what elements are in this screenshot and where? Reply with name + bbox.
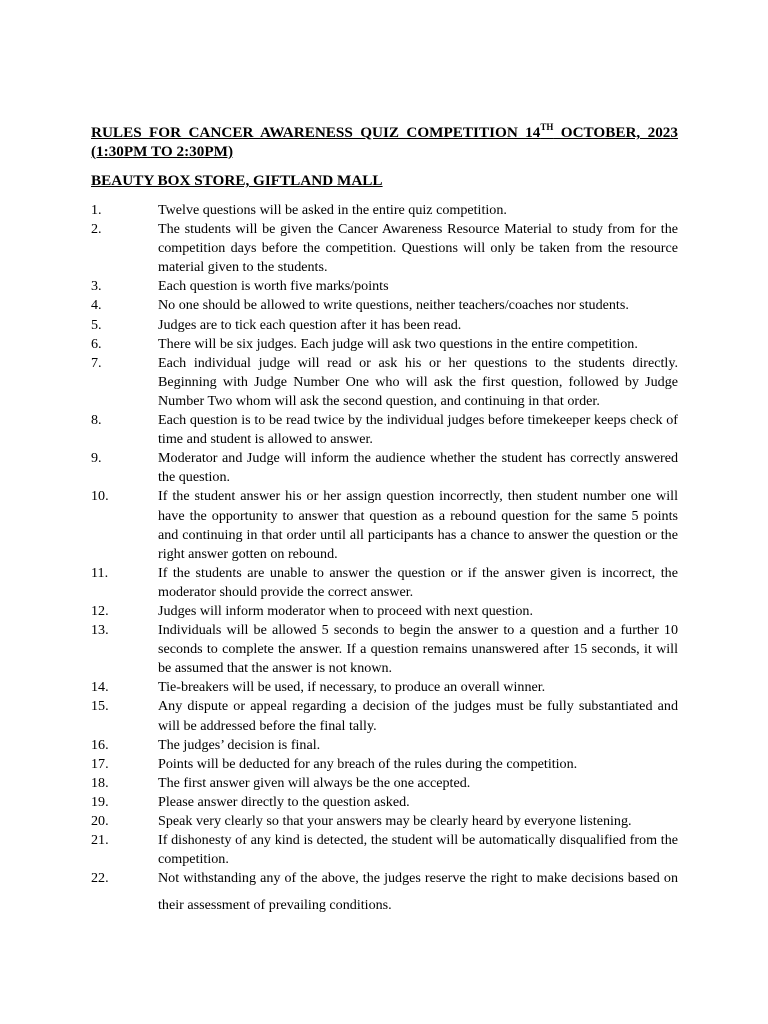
title-prefix: RULES FOR CANCER AWARENESS QUIZ COMPETITION 14 — [91, 124, 541, 141]
rule-number: 19. — [91, 793, 109, 810]
venue-heading: BEAUTY BOX STORE, GIFTLAND MALL — [91, 172, 383, 189]
rule-number: 18. — [91, 774, 109, 791]
rule-text: Twelve questions will be asked in the entire quiz competition. — [158, 202, 507, 218]
rule-item-19 — [91, 793, 678, 812]
rule-item-18 — [91, 774, 678, 793]
rule-item-14 — [91, 678, 678, 697]
rule-text: Individuals will be allowed 5 seconds to begin the answer to a question and a further 10 seconds to complete the answer. If a question remains unanswered after 15 seconds, it will be assumed that the answer is not known. — [158, 622, 678, 677]
rule-item-11 — [91, 564, 678, 602]
rule-text: Not withstanding any of the above, the judges reserve the right to make decisions based on their assessment of prevailing conditions. — [158, 870, 678, 914]
rule-number: 12. — [91, 602, 109, 619]
rule-text: If the student answer his or her assign question incorrectly, then student number one will have the opportunity to answer that question as a rebound question for the same 5 points and continuing in that order until all participants has a chance to answer the question or the right answer gotten on rebound. — [158, 488, 678, 562]
rule-item-13 — [91, 621, 678, 678]
rule-item-2 — [91, 220, 678, 277]
title-superscript: TH — [540, 121, 554, 132]
rule-item-21 — [91, 831, 678, 869]
rule-text: Judges are to tick each question after it has been read. — [158, 316, 462, 333]
rule-number: 7. — [91, 354, 102, 371]
rule-number: 11. — [91, 564, 109, 581]
rule-item-9 — [91, 449, 678, 487]
rule-text: The first answer given will always be the one accepted. — [158, 774, 471, 791]
rule-item-3 — [91, 277, 678, 296]
rule-text: Points will be deducted for any breach of the rules during the competition. — [158, 755, 578, 772]
rule-text: Judges will inform moderator when to proceed with next question. — [158, 602, 533, 619]
rule-item-5 — [91, 316, 678, 335]
rule-item-6 — [91, 335, 678, 354]
rule-number: 5. — [91, 316, 102, 333]
rule-number: 4. — [91, 297, 102, 314]
rule-text: Any dispute or appeal regarding a decision of the judges must be fully substantiated and will be addressed before the final tally. — [158, 698, 678, 734]
rule-text: If the students are unable to answer the question or if the answer given is incorrect, the moderator should provide the correct answer. — [158, 564, 678, 600]
rule-text: Each individual judge will read or ask his or her questions to the students directly. Beginning with Judge Number One who will ask the first question, followed by Judge Number Two whom will ask the second question, and continuing in that order. — [158, 354, 678, 409]
rule-text: Moderator and Judge will inform the audience whether the student has correctly answered the question. — [158, 450, 678, 486]
rules-list — [91, 201, 678, 919]
rule-text: Each question is worth five marks/points — [158, 278, 389, 295]
rule-text: There will be six judges. Each judge will ask two questions in the entire competition. — [158, 335, 638, 352]
rule-item-1 — [91, 201, 678, 220]
document-title — [91, 123, 678, 161]
rule-text: The judges’ decision is final. — [158, 736, 321, 753]
rule-item-22 — [91, 865, 678, 919]
rule-text: Each question is to be read twice by the individual judges before timekeeper keeps check of time and student is allowed to answer. — [158, 412, 678, 448]
rule-number: 20. — [91, 813, 109, 829]
rule-item-8 — [91, 411, 678, 449]
title-suffix: OCTOBER, 2023 (1:30PM TO 2:30PM) — [91, 124, 678, 160]
rule-number: 21. — [91, 832, 109, 849]
rule-item-16 — [91, 736, 678, 755]
rule-number: 15. — [91, 698, 109, 715]
rule-item-10 — [91, 487, 678, 563]
rule-text: The students will be given the Cancer Awareness Resource Material to study from for the competition days before the competition. Questions will only be taken from the resource material given to the students. — [158, 221, 678, 276]
rule-item-4 — [91, 296, 678, 315]
rule-item-20 — [91, 812, 678, 831]
rule-text: If dishonesty of any kind is detected, the student will be automatically disqualified from the competition. — [158, 832, 678, 868]
rule-number: 3. — [91, 278, 102, 295]
rule-text: Tie-breakers will be used, if necessary, to produce an overall winner. — [158, 679, 546, 696]
rule-item-17 — [91, 755, 678, 774]
rule-number: 10. — [91, 488, 109, 505]
rule-text: Please answer directly to the question asked. — [158, 793, 410, 810]
rule-number: 1. — [91, 202, 102, 218]
rule-text: No one should be allowed to write questions, neither teachers/coaches nor students. — [158, 297, 629, 314]
rule-number: 9. — [91, 450, 102, 467]
rule-item-12 — [91, 602, 678, 621]
rule-number: 2. — [91, 221, 102, 238]
rule-number: 14. — [91, 679, 109, 696]
rule-number: 6. — [91, 335, 102, 352]
rule-number: 22. — [91, 870, 109, 887]
rule-item-7 — [91, 354, 678, 411]
rule-number: 16. — [91, 736, 109, 753]
rule-number: 13. — [91, 622, 109, 639]
rule-number: 8. — [91, 412, 102, 429]
rule-number: 17. — [91, 755, 109, 772]
rule-item-15 — [91, 697, 678, 735]
rule-text: Speak very clearly so that your answers may be clearly heard by everyone listening. — [158, 813, 632, 829]
